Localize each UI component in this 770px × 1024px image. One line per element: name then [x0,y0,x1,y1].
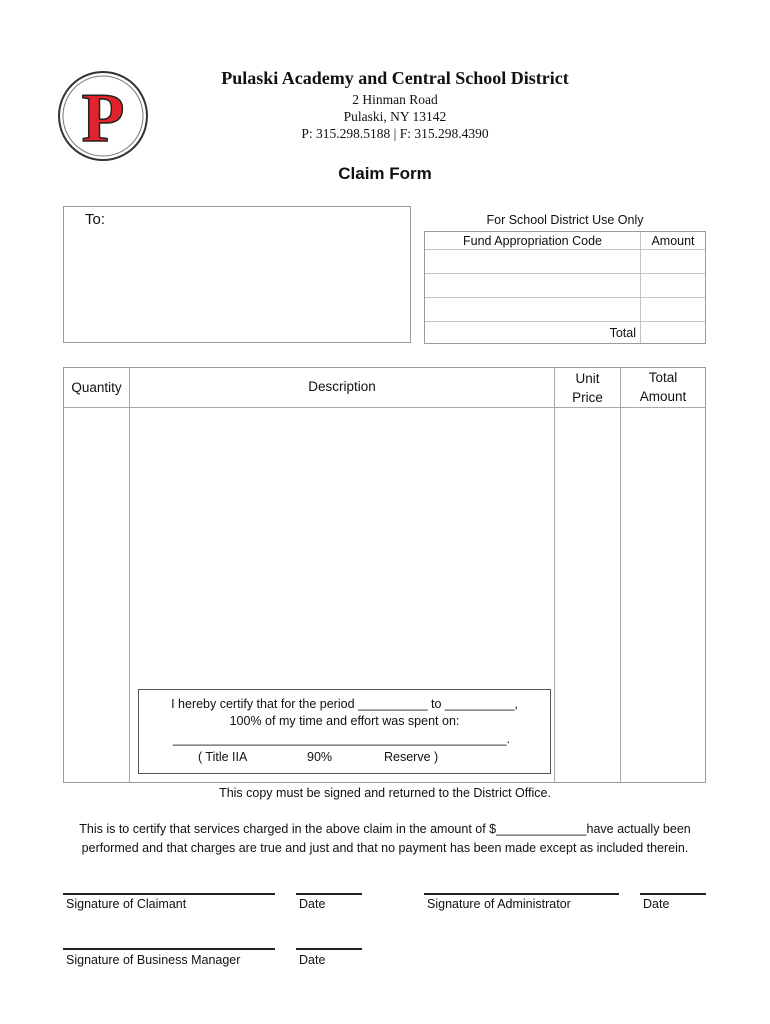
date-label: Date [299,897,326,911]
administrator-signature-label: Signature of Administrator [427,897,571,911]
organization-name: Pulaski Academy and Central School District [221,68,569,88]
claimant-signature-line[interactable] [63,893,275,895]
total-label: Total [425,322,641,343]
fund-code-cell[interactable] [425,250,641,274]
total-amount-header-line1: Total [648,370,678,385]
fund-code-cell[interactable] [425,274,641,298]
certification-line-1: I hereby certify that for the period __________ to __________, [171,697,518,711]
unit-price-column-area[interactable] [555,408,620,782]
cert-option-title-iia: ( Title IIA [198,750,248,764]
fund-code-header: Fund Appropriation Code [425,232,641,250]
total-amount-cell[interactable] [641,322,705,343]
description-header: Description [308,379,376,394]
administrator-signature-line[interactable] [424,893,619,895]
quantity-header: Quantity [71,380,122,395]
address-line-2: Pulaski, NY 13142 [343,109,447,124]
to-label: To: [85,211,106,228]
district-use-caption: For School District Use Only [486,213,644,227]
amount-header: Amount [641,232,705,250]
cert-option-percent: 90% [307,750,333,764]
business-manager-date-line[interactable] [296,948,362,950]
certify-text-line-1: This is to certify that services charged in the above claim in the amount of $_____________have actually been [79,822,691,836]
date-label: Date [299,953,326,967]
claimant-date-line[interactable] [296,893,362,895]
fund-code-cell[interactable] [425,298,641,322]
fund-appropriation-table [424,231,706,344]
phone-fax: P: 315.298.5188 | F: 315.298.4390 [301,126,489,141]
date-label: Date [643,897,670,911]
return-note: This copy must be signed and returned to the District Office. [219,786,551,800]
unit-price-header-line2: Price [572,390,603,405]
certify-text-line-2: performed and that charges are true and just and that no payment has been made except as included therein. [81,841,689,855]
address-line-1: 2 Hinman Road [352,92,438,107]
amount-cell[interactable] [641,298,705,322]
total-amount-header-line2: Amount [639,389,687,404]
form-title: Claim Form [338,164,432,183]
quantity-column-area[interactable] [64,408,129,782]
amount-cell[interactable] [641,250,705,274]
description-column-area[interactable] [130,408,554,688]
cert-option-reserve: Reserve ) [384,750,439,764]
logo-letter: P [81,80,125,157]
district-logo [57,70,149,162]
business-manager-signature-line[interactable] [63,948,275,950]
certification-line-3: ________________________________________________. [172,732,511,746]
unit-price-header-line1: Unit [575,371,600,386]
amount-cell[interactable] [641,274,705,298]
total-amount-column-area[interactable] [621,408,705,782]
business-manager-signature-label: Signature of Business Manager [66,953,241,967]
to-box[interactable] [63,206,411,343]
administrator-date-line[interactable] [640,893,706,895]
claimant-signature-label: Signature of Claimant [66,897,187,911]
certification-line-2: 100% of my time and effort was spent on: [229,714,460,728]
